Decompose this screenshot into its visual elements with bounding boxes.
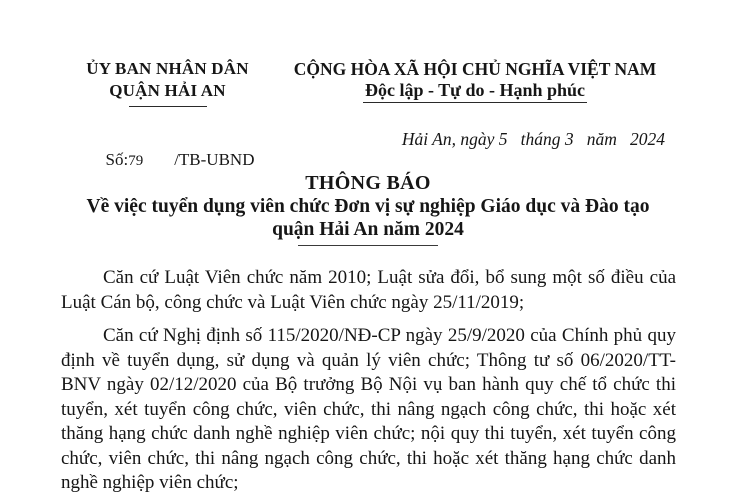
- document-title: THÔNG BÁO: [305, 172, 431, 194]
- national-header-block: [285, 58, 665, 107]
- document-body: [61, 266, 676, 492]
- national-title: CỘNG HÒA XÃ HỘI CHỦ NGHĨA VIỆT NAM: [293, 59, 657, 79]
- title-underline: [298, 245, 438, 246]
- document-number-suffix: /TB-UBND: [174, 150, 255, 169]
- document-number-value: 79: [128, 153, 144, 169]
- issuing-authority-name: QUẬN HẢI AN: [109, 81, 226, 100]
- motto-wrap: [285, 80, 665, 103]
- authority-underline: [129, 106, 207, 107]
- document-header: [0, 0, 736, 107]
- national-motto: Độc lập - Tự do - Hạnh phúc: [363, 80, 587, 103]
- document-number: [80, 130, 254, 190]
- issuing-authority-block: [60, 58, 275, 107]
- document-meta-row: [0, 129, 736, 169]
- issuing-authority-parent: ỦY BAN NHÂN DÂN: [86, 59, 249, 78]
- legal-basis-paragraph-1: Căn cứ Luật Viên chức năm 2010; Luật sửa đổi, bổ sung một số điều của Luật Cán bộ, công chức và Luật Viên chức ngày 25/11/2019;: [61, 267, 676, 313]
- document-subtitle-line1: Về việc tuyển dụng viên chức Đơn vị sự nghiệp Giáo dục và Đào tạo: [86, 196, 650, 217]
- place-and-date: Hải An, ngày 5 tháng 3 năm 2024: [401, 129, 665, 149]
- legal-basis-paragraph-2: Căn cứ Nghị định số 115/2020/NĐ-CP ngày 25/9/2020 của Chính phủ quy định về tuyển dụng, sử dụng và quản lý viên chức; Thông tư số 06/2020/TT-BNV ngày 02/12/2020 của Bộ trưởng Bộ Nội vụ ban hành quy chế tổ chức thi tuyển, xét tuyển công chức, viên chức, thi nâng ngạch công chức, thi hoặc xét thăng hạng chức danh nghề nghiệp viên chức; nội quy thi tuyển, xét tuyển công chức, viên chức, thi nâng ngạch công chức, thi hoặc xét thăng hạng chức danh nghề nghiệp viên chức;: [61, 325, 676, 492]
- document-number-prefix: Số:: [105, 150, 129, 169]
- document-subtitle-line2: quận Hải An năm 2024: [272, 219, 464, 240]
